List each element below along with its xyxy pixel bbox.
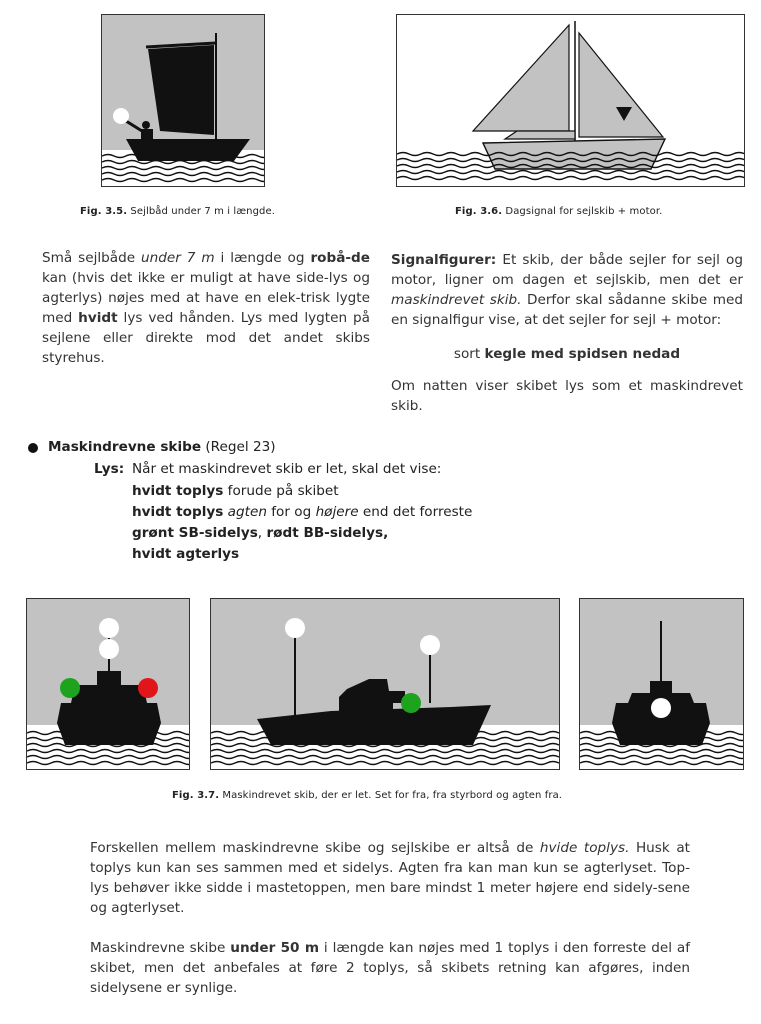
light-line-3 xyxy=(132,523,388,543)
figure-3-7-caption xyxy=(172,790,562,801)
section-bullet xyxy=(28,443,38,453)
text-bold: rødt BB-sidelys, xyxy=(266,525,389,541)
section-rule-ref: (Regel 23) xyxy=(201,439,276,455)
text-bold: de xyxy=(351,250,370,266)
figure-3-5-caption xyxy=(80,206,275,217)
lys-intro xyxy=(132,459,441,479)
text: Om natten viser skibet lys som et maskindrevet skib. xyxy=(391,378,743,414)
caption-number: Fig. 3.5. xyxy=(80,206,128,217)
night-signal-paragraph xyxy=(391,376,743,416)
section-heading xyxy=(48,437,276,457)
text-bold: hvidt toplys xyxy=(132,483,224,499)
text-italic: maskindrevet skib. xyxy=(391,292,522,308)
cone-signal-line xyxy=(391,344,743,364)
text: Derfor skal sådanne skibe med en signalfigur vise, at det sejler for sejl + motor: xyxy=(391,292,743,328)
caption-number: Fig. 3.6. xyxy=(455,206,503,217)
text: Maskindrevne skibe xyxy=(90,940,231,956)
text: i længde og xyxy=(214,250,311,266)
figure-3-6-caption xyxy=(455,206,662,217)
text: sort xyxy=(453,346,485,362)
text-italic: under 7 m xyxy=(141,250,215,266)
text: Små sejlbåde xyxy=(42,250,142,266)
small-sailboats-paragraph xyxy=(42,248,370,368)
caption-text: Dagsignal for sejlskib + motor. xyxy=(505,206,663,217)
text: Husk at toplys kun kan ses sammen med et sidelys. Agten fra kan man kun se agterlyset. Top-lys behøver ikke sidde i mastetoppen, men bare mindst 1 meter højere end sidely-sene og agterlyset. xyxy=(90,840,690,916)
heading-bold: Signalfigurer: xyxy=(391,252,497,268)
caption-text: Maskindrevet skib, der er let. Set for fra, fra styrbord og agten fra. xyxy=(222,790,563,801)
text-bold: hvidt xyxy=(78,310,118,326)
toplights-paragraph xyxy=(90,838,690,918)
lys-label xyxy=(94,459,124,479)
text-italic: agten xyxy=(227,504,267,520)
text-bold: hvidt agterlys xyxy=(132,546,240,562)
figure-3-7-starboard-view xyxy=(210,598,560,770)
text-bold: robå- xyxy=(310,250,352,266)
text: Når et maskindrevet skib er let, skal det vise: xyxy=(132,461,442,477)
figure-3-5-sailboat-under-7m xyxy=(101,14,265,187)
signal-figures-paragraph xyxy=(391,250,743,330)
text: kan (hvis det ikke er muligt at have side-lys og agterlys) nøjes med at have en elek-trisk lygte med xyxy=(42,270,370,326)
text: Et skib, der både sejler for sejl og motor, ligner om dagen et sejlskib, men det er xyxy=(391,252,743,288)
figure-3-7-front-view xyxy=(26,598,190,770)
text-bold: under 50 m xyxy=(230,940,319,956)
text-bold: Lys: xyxy=(94,461,125,477)
light-line-4 xyxy=(132,544,239,564)
text: for og xyxy=(266,504,316,520)
text: end det forreste xyxy=(358,504,473,520)
text: forude på skibet xyxy=(223,483,339,499)
text-bold: grønt SB-sidelys xyxy=(132,525,258,541)
text-bold: kegle med spidsen nedad xyxy=(484,346,681,362)
text: , xyxy=(257,525,267,541)
text-italic: højere xyxy=(315,504,359,520)
text-bold: hvidt toplys xyxy=(132,504,224,520)
under-50m-paragraph xyxy=(90,938,690,998)
caption-text: Sejlbåd under 7 m i længde. xyxy=(130,206,276,217)
section-title: Maskindrevne skibe xyxy=(48,439,202,455)
figure-3-6-motorsailer-day-signal xyxy=(396,14,745,187)
text: lys ved hånden. Lys med lygten på sejlene eller direkte mod det andet skibs styrehus. xyxy=(42,310,370,366)
text: Forskellen mellem maskindrevne skibe og sejlskibe er altså de xyxy=(90,840,540,856)
light-line-1 xyxy=(132,481,339,501)
caption-number: Fig. 3.7. xyxy=(172,790,220,801)
light-line-2 xyxy=(132,502,472,522)
figure-3-7-stern-view xyxy=(579,598,744,770)
text-italic: hvide toplys. xyxy=(539,840,630,856)
text: i længde kan nøjes med 1 toplys i den forreste del af skibet, men det anbefales at føre 2 toplys, så skibets retning kan afgøres, inden sidelysene er synlige. xyxy=(90,940,690,996)
